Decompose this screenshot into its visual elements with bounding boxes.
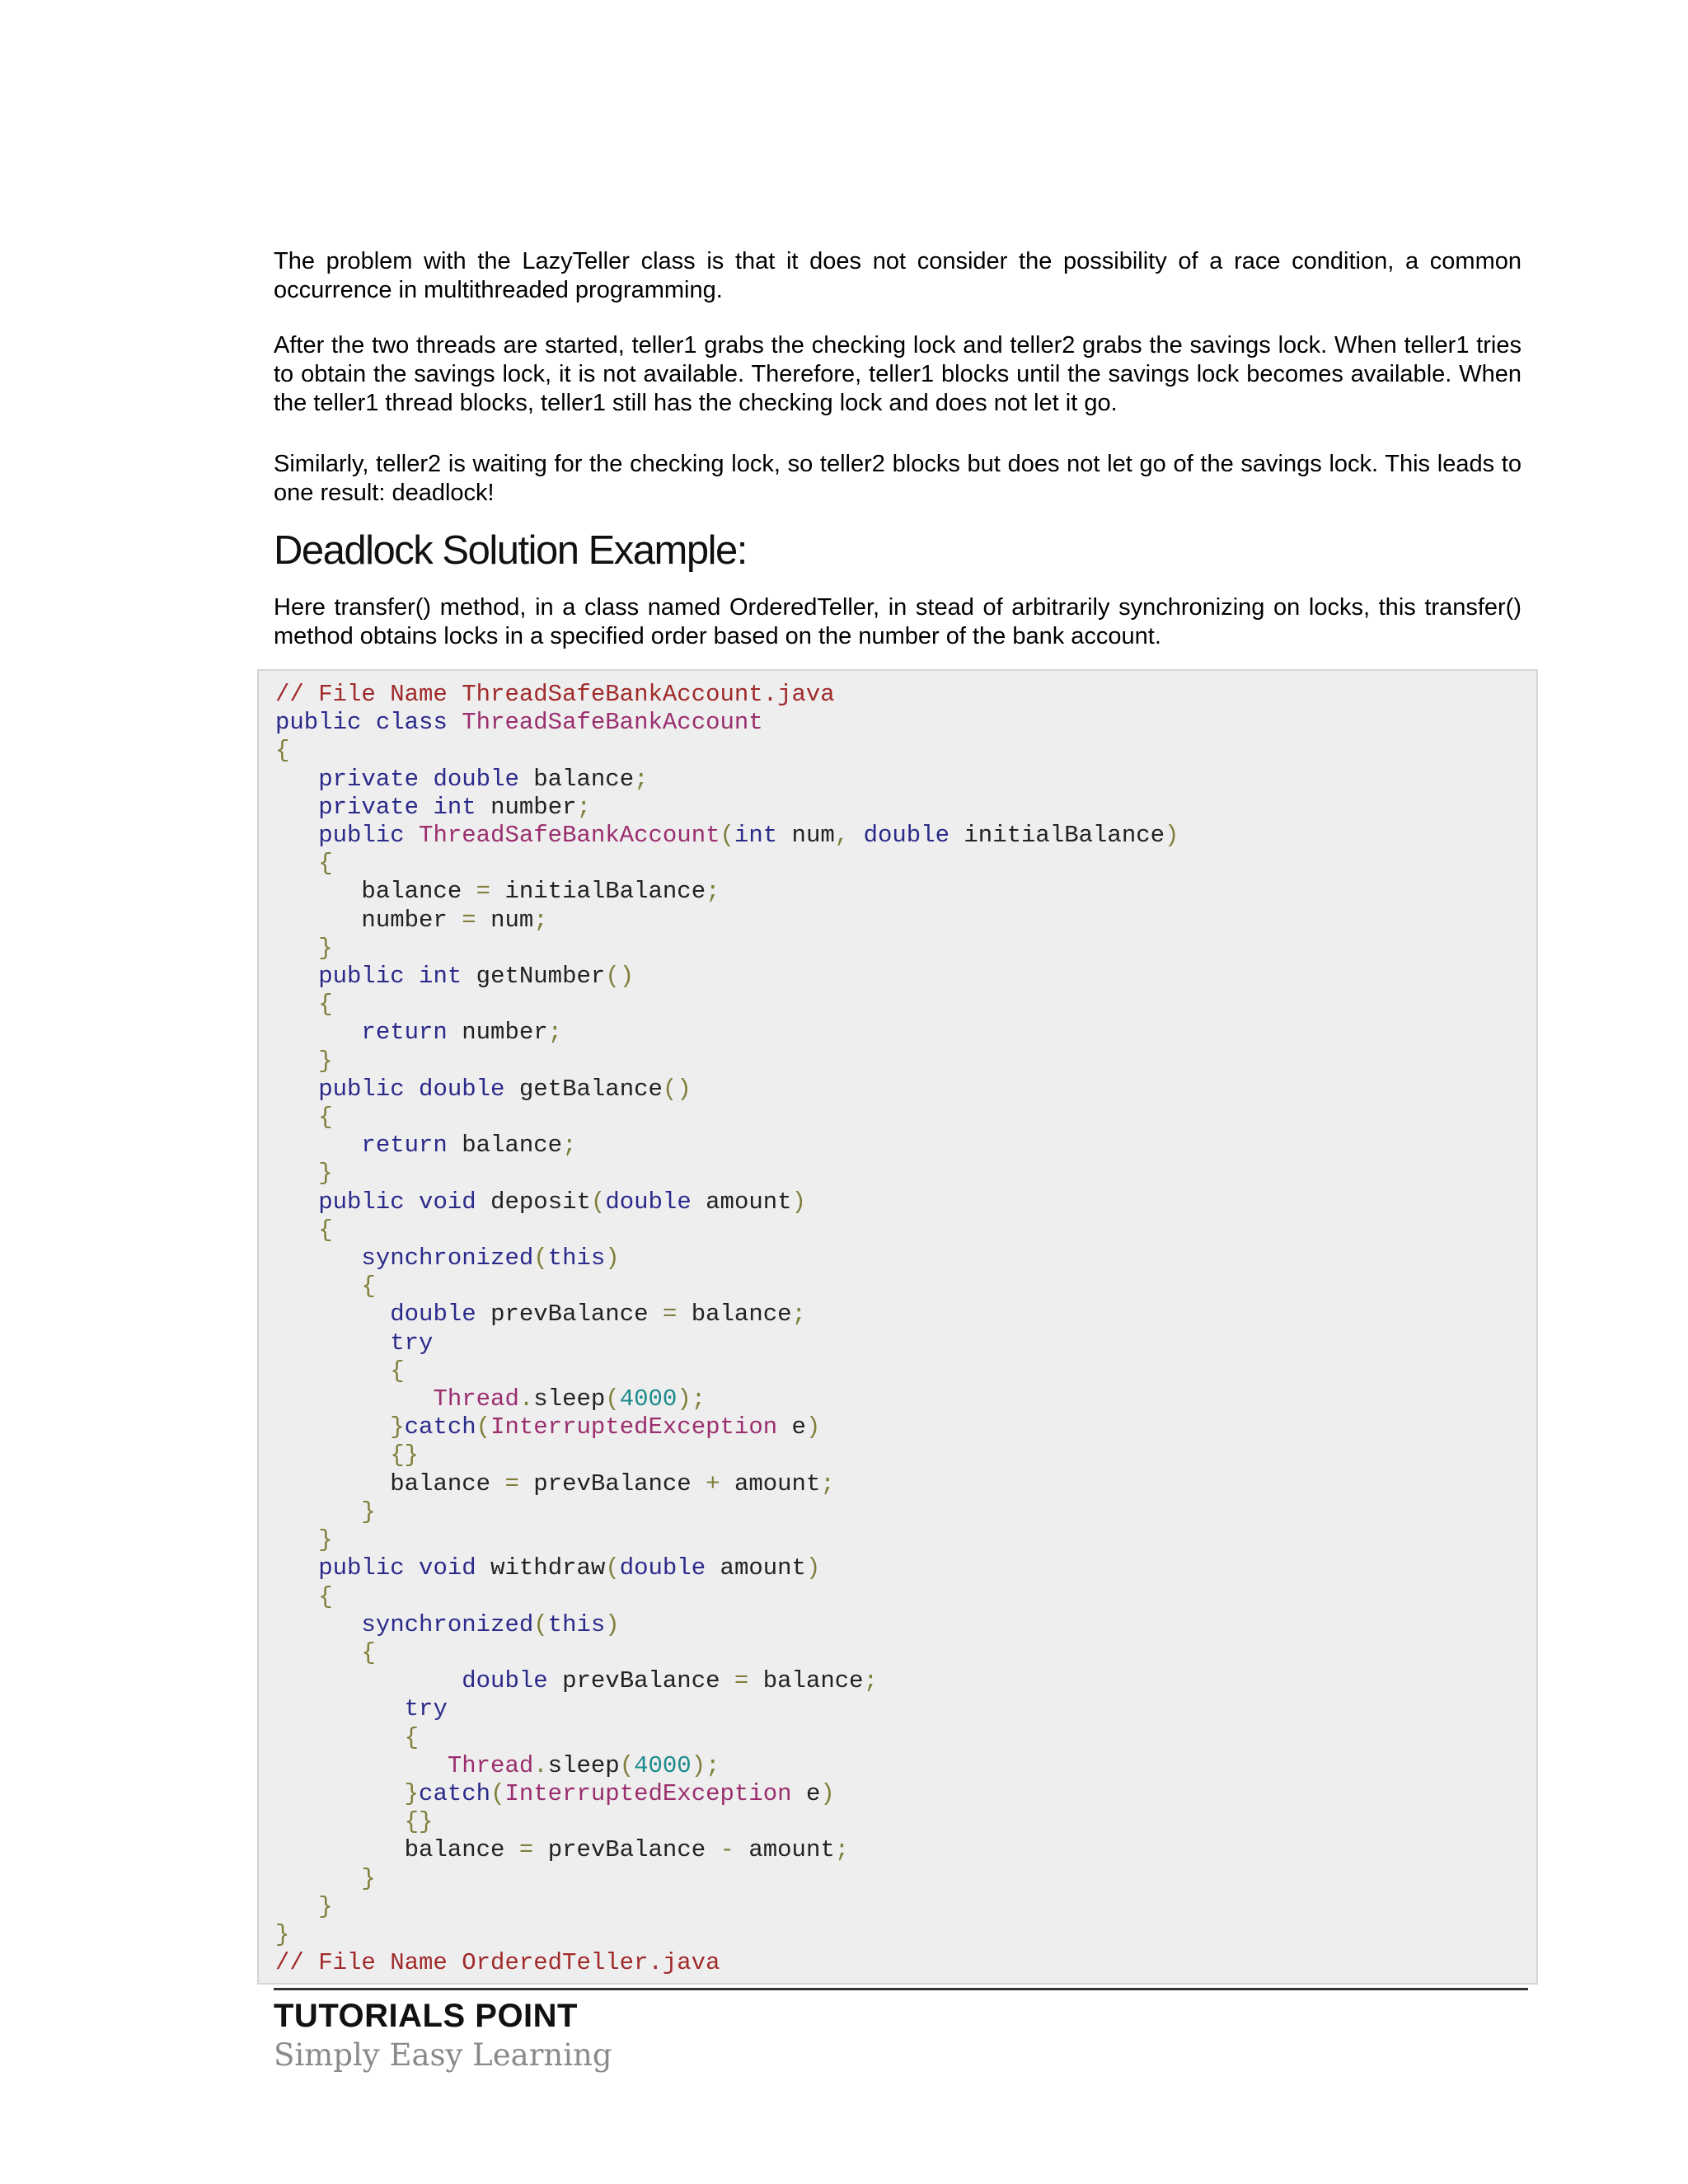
code-line: {} xyxy=(390,1441,420,1469)
code-line: } xyxy=(318,934,333,962)
code-line: double prevBalance = balance; xyxy=(462,1667,878,1695)
section-heading: Deadlock Solution Example: xyxy=(274,528,747,573)
code-line: } xyxy=(318,1892,333,1920)
code-line: public double getBalance() xyxy=(318,1075,692,1103)
code-line: { xyxy=(318,850,333,878)
code-line: } xyxy=(318,1160,333,1188)
code-line: }catch(InterruptedException e) xyxy=(390,1413,821,1441)
code-line: balance = initialBalance; xyxy=(361,878,720,906)
code-line: } xyxy=(361,1864,376,1892)
code-line: } xyxy=(318,1526,333,1554)
code-line: { xyxy=(318,1582,333,1610)
code-line: number = num; xyxy=(361,906,548,934)
paragraph-ordered-teller: Here transfer() method, in a class named OrderedTeller, in stead of arbitrarily synchronizing on locks, this transfer() method obtains locks in a specified order based on the number of the bank account. xyxy=(274,594,1522,649)
code-line: double prevBalance = balance; xyxy=(390,1301,806,1329)
paragraph-threads-started: After the two threads are started, teller1 grabs the checking lock and teller2 grabs the savings lock. When teller1 tries to obtain the savings lock, it is not available. Therefore, teller1 blocks until the savings lock becomes available. When the teller1 thread blocks, teller1 still has the checking lock and does not let it go. xyxy=(274,332,1522,416)
code-line: { xyxy=(361,1638,376,1666)
code-line: return number; xyxy=(361,1019,563,1047)
code-line: { xyxy=(318,991,333,1019)
code-line: { xyxy=(404,1723,420,1751)
paragraph-deadlock-result: Similarly, teller2 is waiting for the checking lock, so teller2 blocks but does not let go of the savings lock. This leads to one result: deadlock! xyxy=(274,451,1522,506)
code-line: public void withdraw(double amount) xyxy=(318,1554,821,1582)
code-line: synchronized(this) xyxy=(361,1610,620,1638)
code-line: // File Name OrderedTeller.java xyxy=(275,1949,720,1977)
code-listing xyxy=(275,681,1179,1977)
code-line: } xyxy=(361,1497,376,1526)
code-line: { xyxy=(361,1272,376,1301)
code-line: { xyxy=(275,737,290,765)
code-line: return balance; xyxy=(361,1132,577,1160)
code-line: } xyxy=(275,1920,290,1948)
code-line: public int getNumber() xyxy=(318,963,635,991)
code-line: balance = prevBalance - amount; xyxy=(404,1836,850,1864)
code-line: public class ThreadSafeBankAccount xyxy=(275,709,763,737)
code-line: public ThreadSafeBankAccount(int num, double initialBalance) xyxy=(318,822,1179,850)
footer-divider xyxy=(274,1988,1528,1990)
code-line: } xyxy=(318,1047,333,1075)
footer-brand: TUTORIALS POINT xyxy=(274,1998,578,2034)
code-line: { xyxy=(318,1104,333,1132)
code-line: {} xyxy=(404,1808,434,1836)
code-line: // File Name ThreadSafeBankAccount.java xyxy=(275,681,835,708)
code-line: Thread.sleep(4000); xyxy=(433,1385,706,1413)
code-line: synchronized(this) xyxy=(361,1244,620,1272)
code-block xyxy=(257,669,1538,1985)
code-line: try xyxy=(390,1329,434,1357)
code-line: Thread.sleep(4000); xyxy=(447,1751,720,1779)
code-line: private int number; xyxy=(318,793,591,821)
code-line: try xyxy=(404,1695,448,1723)
code-line: }catch(InterruptedException e) xyxy=(404,1779,835,1807)
code-line: public void deposit(double amount) xyxy=(318,1188,806,1216)
paragraph-race-condition: The problem with the LazyTeller class is that it does not consider the possibility of a race condition, a common occurrence in multithreaded programming. xyxy=(274,248,1522,303)
code-line: { xyxy=(318,1216,333,1244)
code-line: balance = prevBalance + amount; xyxy=(390,1469,835,1497)
code-line: { xyxy=(390,1357,405,1385)
footer-tagline: Simply Easy Learning xyxy=(274,2037,612,2073)
code-line: private double balance; xyxy=(318,765,649,793)
